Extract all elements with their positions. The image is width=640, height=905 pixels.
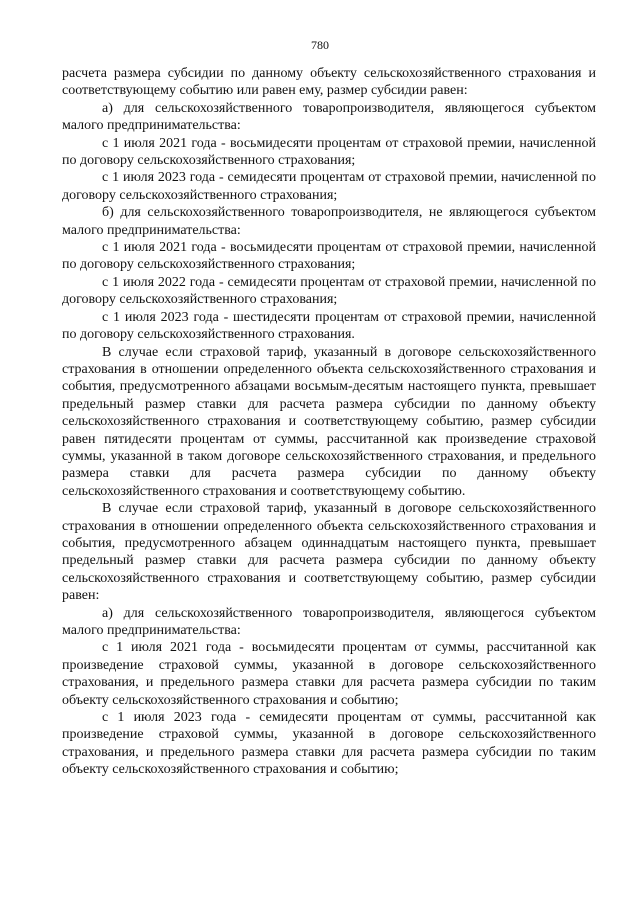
paragraph: а) для сельскохозяйственного товаропроизводителя, являющегося субъектом малого предпринимательства: bbox=[62, 605, 596, 638]
page-number: 780 bbox=[311, 38, 329, 52]
paragraph: с 1 июля 2021 года - восьмидесяти процентам от страховой премии, начисленной по договору сельскохозяйственного страхования; bbox=[62, 240, 596, 273]
paragraph: а) для сельскохозяйственного товаропроизводителя, являющегося субъектом малого предпринимательства: bbox=[62, 100, 596, 134]
paragraph: б) для сельскохозяйственного товаропроизводителя, не являющегося субъектом малого предпринимательства: bbox=[62, 205, 596, 238]
paragraph: с 1 июля 2023 года - семидесяти процентам от страховой премии, начисленной по договору сельскохозяйственного страхования; bbox=[62, 170, 596, 203]
paragraph: с 1 июля 2021 года - восьмидесяти процентам от страховой премии, начисленной по договору сельскохозяйственного страхования; bbox=[62, 135, 596, 169]
paragraph: с 1 июля 2023 года - шестидесяти процентам от страховой премии, начисленной по договору сельскохозяйственного страхования. bbox=[62, 309, 596, 343]
paragraph: с 1 июля 2021 года - восьмидесяти процентам от суммы, рассчитанной как произведение страховой суммы, указанной в договоре сельскохозяйственного страхования, и предельного размера ставки для расчета размера субсидии по таким объекту сельскохозяйственного страхования и событию; bbox=[62, 640, 596, 708]
document-body bbox=[62, 65, 596, 779]
paragraph: с 1 июля 2022 года - семидесяти процентам от страховой премии, начисленной по договору сельскохозяйственного страхования; bbox=[62, 274, 596, 308]
paragraph: В случае если страховой тариф, указанный в договоре сельскохозяйственного страхования в отношении определенного объекта сельскохозяйственного страхования и события, предусмотренного абзацем одиннадцатым настоящего пункта, превышает предельный размер ставки для расчета размера субсидии по данному объекту сельскохозяйственного страхования и соответствующему событию, размер субсидии равен: bbox=[62, 501, 596, 604]
paragraph: расчета размера субсидии по данному объекту сельскохозяйственного страхования и соответствующему событию или равен ему, размер субсидии равен: bbox=[62, 66, 596, 99]
paragraph: с 1 июля 2023 года - семидесяти процентам от суммы, рассчитанной как произведение страховой суммы, указанной в договоре сельскохозяйственного страхования, и предельного размера ставки для расчета размера субсидии по таким объекту сельскохозяйственного страхования и событию; bbox=[62, 710, 596, 778]
paragraph: В случае если страховой тариф, указанный в договоре сельскохозяйственного страхования в отношении определенного объекта сельскохозяйственного страхования и события, предусмотренного абзацами восьмым-десятым настоящего пункта, превышает предельный размер ставки для расчета размера субсидии по данному объекту сельскохозяйственного страхования и соответствующему событию, размер субсидии равен пятидесяти процентам от суммы, рассчитанной как произведение страховой суммы, указанной в таком договоре сельскохозяйственного страхования, и предельного размера ставки для расчета размера субсидии по данному объекту сельскохозяйственного страхования и соответствующему событию. bbox=[62, 344, 596, 499]
